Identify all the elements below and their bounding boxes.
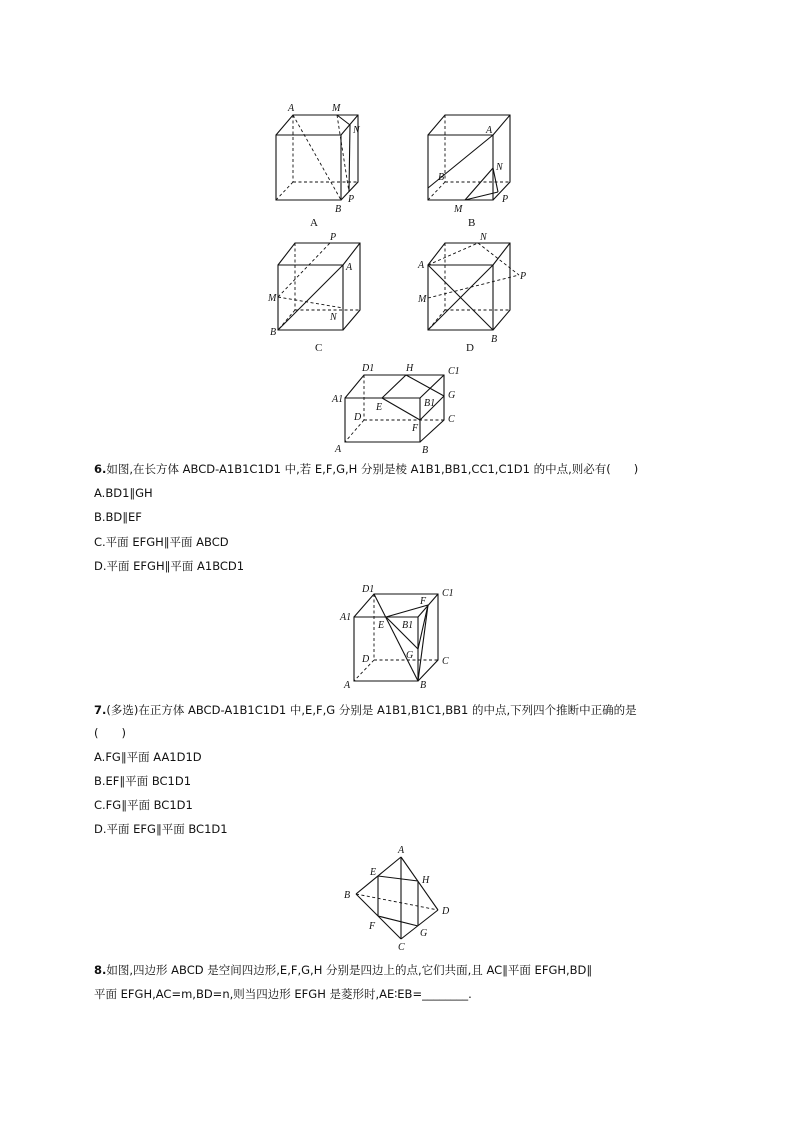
option-b: B.EF∥平面 BC1D1	[94, 774, 192, 788]
option-d: D.平面 EFGH∥平面 A1BCD1	[94, 559, 245, 573]
question-7-stem	[94, 702, 637, 718]
label: A	[288, 103, 295, 114]
label: N	[496, 162, 503, 173]
question-6-stem	[94, 461, 638, 477]
label: D1	[362, 584, 375, 595]
label: P	[502, 194, 509, 205]
label: P	[520, 271, 527, 282]
option-a: A.BD1∥GH	[94, 486, 153, 500]
label: G	[420, 928, 428, 939]
label: N	[353, 125, 360, 136]
question-8-stem	[94, 962, 592, 978]
label: D	[362, 654, 370, 665]
label: F	[420, 596, 427, 607]
label: A	[398, 845, 405, 856]
cuboid-figure-q6	[330, 360, 465, 455]
label: D1	[362, 363, 375, 374]
label: H	[422, 875, 430, 886]
label: E	[378, 620, 385, 631]
question-text: 如图,四边形 ABCD 是空间四边形,E,F,G,H 分别是四边上的点,它们共面,且 AC∥平面 EFGH,BD∥	[106, 963, 593, 977]
label: B	[420, 680, 427, 691]
label: B1	[402, 620, 414, 631]
caption: C	[315, 342, 323, 354]
label: B	[491, 334, 498, 345]
label: G	[406, 650, 414, 661]
label: P	[330, 232, 337, 243]
label: H	[406, 363, 414, 374]
label: M	[418, 294, 427, 305]
label: C	[448, 414, 455, 425]
label: B	[344, 890, 351, 901]
cube-d-figure	[416, 230, 536, 355]
label: F	[369, 921, 376, 932]
cube-b-figure	[420, 100, 530, 230]
question-number: 8.	[94, 963, 107, 977]
label: A1	[332, 394, 344, 405]
option-b: B.BD∥EF	[94, 510, 142, 524]
label: F	[412, 423, 419, 434]
question-text: 平面 EFGH,AC=m,BD=n,则当四边形 EFGH 是菱形时,AE∶EB=	[94, 987, 423, 1001]
label: A	[486, 125, 493, 136]
tetrahedron-figure-q8	[338, 842, 458, 957]
label: A	[418, 260, 425, 271]
question-number: 6.	[94, 462, 107, 476]
label: B	[335, 204, 342, 215]
caption: A	[310, 217, 318, 229]
label: B	[438, 172, 445, 183]
label: M	[454, 204, 463, 215]
caption: B	[468, 217, 476, 229]
cube-figure-q7	[336, 582, 466, 692]
label: D	[354, 412, 362, 423]
label: C	[442, 656, 449, 667]
option-c: C.FG∥平面 BC1D1	[94, 798, 193, 812]
answer-blank[interactable]: ________	[422, 987, 469, 1001]
label: N	[480, 232, 487, 243]
label: C1	[442, 588, 454, 599]
label: B1	[424, 398, 436, 409]
question-text: (多选)在正方体 ABCD-A1B1C1D1 中,E,F,G 分别是 A1B1,B1C1,BB1 的中点,下列四个推断中正确的是	[106, 703, 637, 717]
label: G	[448, 390, 456, 401]
label: E	[376, 402, 383, 413]
label: D	[442, 906, 450, 917]
question-number: 7.	[94, 703, 107, 717]
cube-a-figure	[268, 100, 368, 230]
label: B	[422, 445, 429, 455]
label: N	[330, 312, 337, 323]
option-d: D.平面 EFG∥平面 BC1D1	[94, 822, 228, 836]
option-c: C.平面 EFGH∥平面 ABCD	[94, 535, 229, 549]
option-a: A.FG∥平面 AA1D1D	[94, 750, 202, 764]
question-8-stem-line2	[94, 986, 472, 1002]
label: A1	[340, 612, 352, 623]
answer-parentheses: ( )	[94, 726, 126, 740]
label: C	[398, 942, 405, 953]
label: P	[348, 194, 355, 205]
label: M	[332, 103, 341, 114]
cube-c-figure	[266, 230, 376, 355]
label: A	[344, 680, 351, 691]
question-text: 如图,在长方体 ABCD-A1B1C1D1 中,若 E,F,G,H 分别是棱 A1B1,BB1,CC1,C1D1 的中点,则必有( )	[106, 462, 639, 476]
label: A	[346, 262, 353, 273]
period: .	[468, 987, 472, 1001]
label: M	[268, 293, 277, 304]
label: E	[370, 867, 377, 878]
label: A	[335, 444, 342, 455]
label: B	[270, 327, 277, 338]
label: C1	[448, 366, 460, 377]
caption: D	[466, 342, 474, 354]
